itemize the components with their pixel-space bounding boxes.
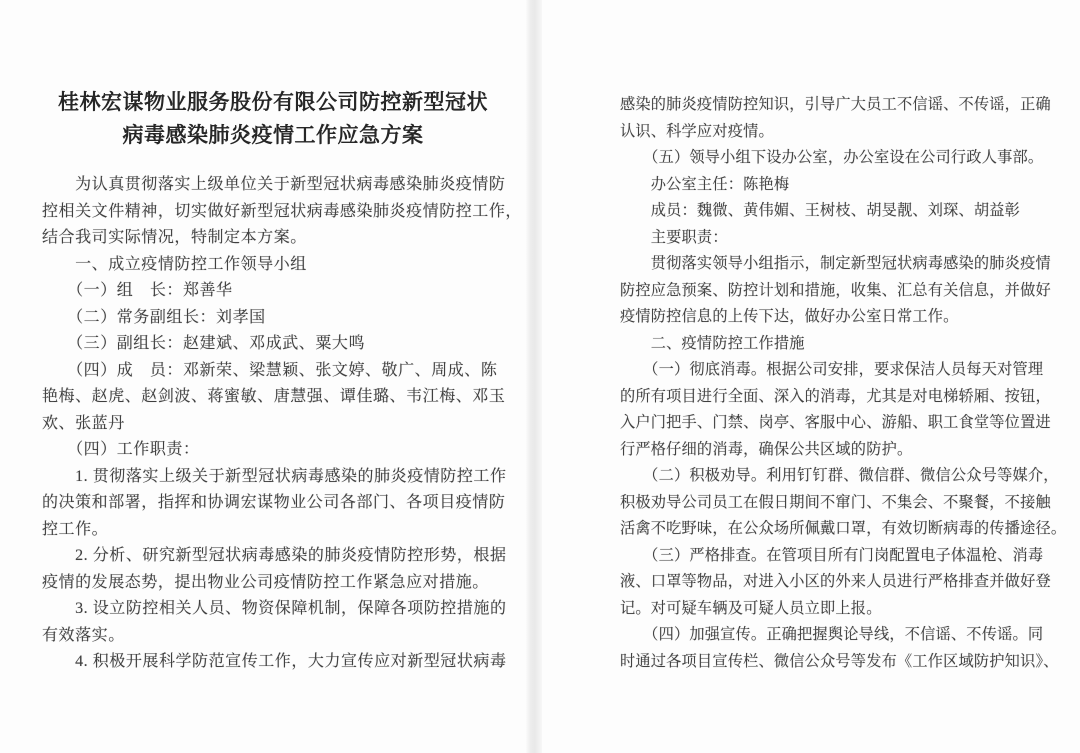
text-line: （二）常务副组长：刘孝国 (42, 308, 266, 326)
text-line: 2. 分析、研究新型冠状病毒感染的肺炎疫情防控形势，根据 (42, 547, 507, 564)
text-line: （三）严格排查。在管项目所有门岗配置电子体温枪、消毒 (620, 546, 1044, 564)
text-line: 的决策和部署，指挥和协调宏谋物业公司各部门、各项目疫情防 (42, 494, 506, 511)
document-title (40, 86, 506, 152)
text-line: 时通过各项目宣传栏、微信公众号等发布《工作区域防护知识》、 (620, 652, 1059, 670)
left-page-body (42, 172, 522, 676)
text-line: 主要职责： (620, 228, 728, 246)
title-line: 病毒感染肺炎疫情工作应急方案 (122, 123, 424, 147)
text-line: 活禽不吃野味，在公众场所佩戴口罩，有效切断病毒的传播途径。 (620, 520, 1067, 537)
page-gutter (526, 0, 542, 753)
text-line: 一、成立疫情防控工作领导小组 (42, 255, 307, 273)
title-line: 桂林宏谋物业服务股份有限公司防控新型冠状 (58, 90, 488, 114)
text-line: （四）成 员：邓新荣、梁慧颖、张文婷、敬广、周成、陈 (42, 361, 498, 379)
document-page-left (0, 0, 528, 753)
text-line: 疫情的发展态势，提出物业公司疫情防控工作紧急应对措施。 (42, 573, 489, 591)
document-page-right (542, 0, 1080, 753)
text-line: （二）积极劝导。利用钉钉群、微信群、微信公众号等媒介， (620, 467, 1059, 484)
text-line: 感染的肺炎疫情防控知识，引导广大员工不信谣、不传谣，正确 (620, 96, 1051, 113)
text-line: 4. 积极开展科学防范宣传工作，大力宣传应对新型冠状病毒 (42, 653, 507, 670)
text-line: 有效落实。 (42, 626, 125, 644)
text-line: 积极劝导公司员工在假日期间不窜门、不集会、不聚餐，不接触 (620, 493, 1051, 511)
text-line: 控工作。 (42, 520, 109, 538)
text-line: 成员：魏微、黄伟媚、王树枝、胡旻靓、刘琛、胡益彰 (620, 202, 1021, 219)
text-line: （五）领导小组下设办公室，办公室设在公司行政人事部。 (620, 149, 1044, 166)
text-line: 行严格仔细的消毒，确保公共区域的防护。 (620, 440, 913, 458)
text-line: 认识、科学应对疫情。 (620, 122, 774, 140)
text-line: 1. 贯彻落实上级关于新型冠状病毒感染的肺炎疫情防控工作 (42, 467, 507, 485)
text-line: 记。对可疑车辆及可疑人员立即上报。 (620, 599, 882, 617)
text-line: （四）工作职责： (42, 441, 200, 458)
text-line: 贯彻落实领导小组指示，制定新型冠状病毒感染的肺炎疫情 (620, 255, 1051, 272)
text-line: 欢、张蓝丹 (42, 414, 125, 432)
text-line: 疫情防控信息的上传下达，做好办公室日常工作。 (620, 308, 959, 325)
text-line: 结合我司实际情况，特制定本方案。 (42, 229, 307, 246)
text-line: 艳梅、赵虎、赵剑波、蒋蜜敏、唐慧强、谭佳璐、韦江梅、邓玉 (42, 388, 506, 405)
text-line: （一）组 长：郑善华 (42, 282, 233, 299)
text-line: 的所有项目进行全面、深入的消毒，尤其是对电梯轿厢、按钮， (620, 387, 1051, 405)
text-line: （三）副组长：赵建斌、邓成武、粟大鸣 (42, 335, 366, 352)
text-line: （四）加强宣传。正确把握舆论导线，不信谣、不传谣。同 (620, 626, 1044, 643)
text-line: 控相关文件精神，切实做好新型冠状病毒感染肺炎疫情防控工作， (42, 202, 522, 220)
right-page-body (620, 92, 1067, 675)
text-line: 办公室主任：陈艳梅 (620, 175, 790, 193)
text-line: 二、疫情防控工作措施 (620, 334, 805, 352)
text-line: 防控应急预案、防控计划和措施，收集、汇总有关信息，并做好 (620, 281, 1051, 299)
text-line: 3. 设立防控相关人员、物资保障机制，保障各项防控措施的 (42, 600, 507, 617)
text-line: 入户门把手、门禁、岗亭、客服中心、游船、职工食堂等位置进 (620, 414, 1051, 431)
text-line: 为认真贯彻落实上级单位关于新型冠状病毒感染肺炎疫情防 (42, 176, 506, 193)
text-line: 液、口罩等物品，对进入小区的外来人员进行严格排查并做好登 (620, 573, 1051, 590)
text-line: （一）彻底消毒。根据公司安排，要求保洁人员每天对管理 (620, 361, 1044, 378)
